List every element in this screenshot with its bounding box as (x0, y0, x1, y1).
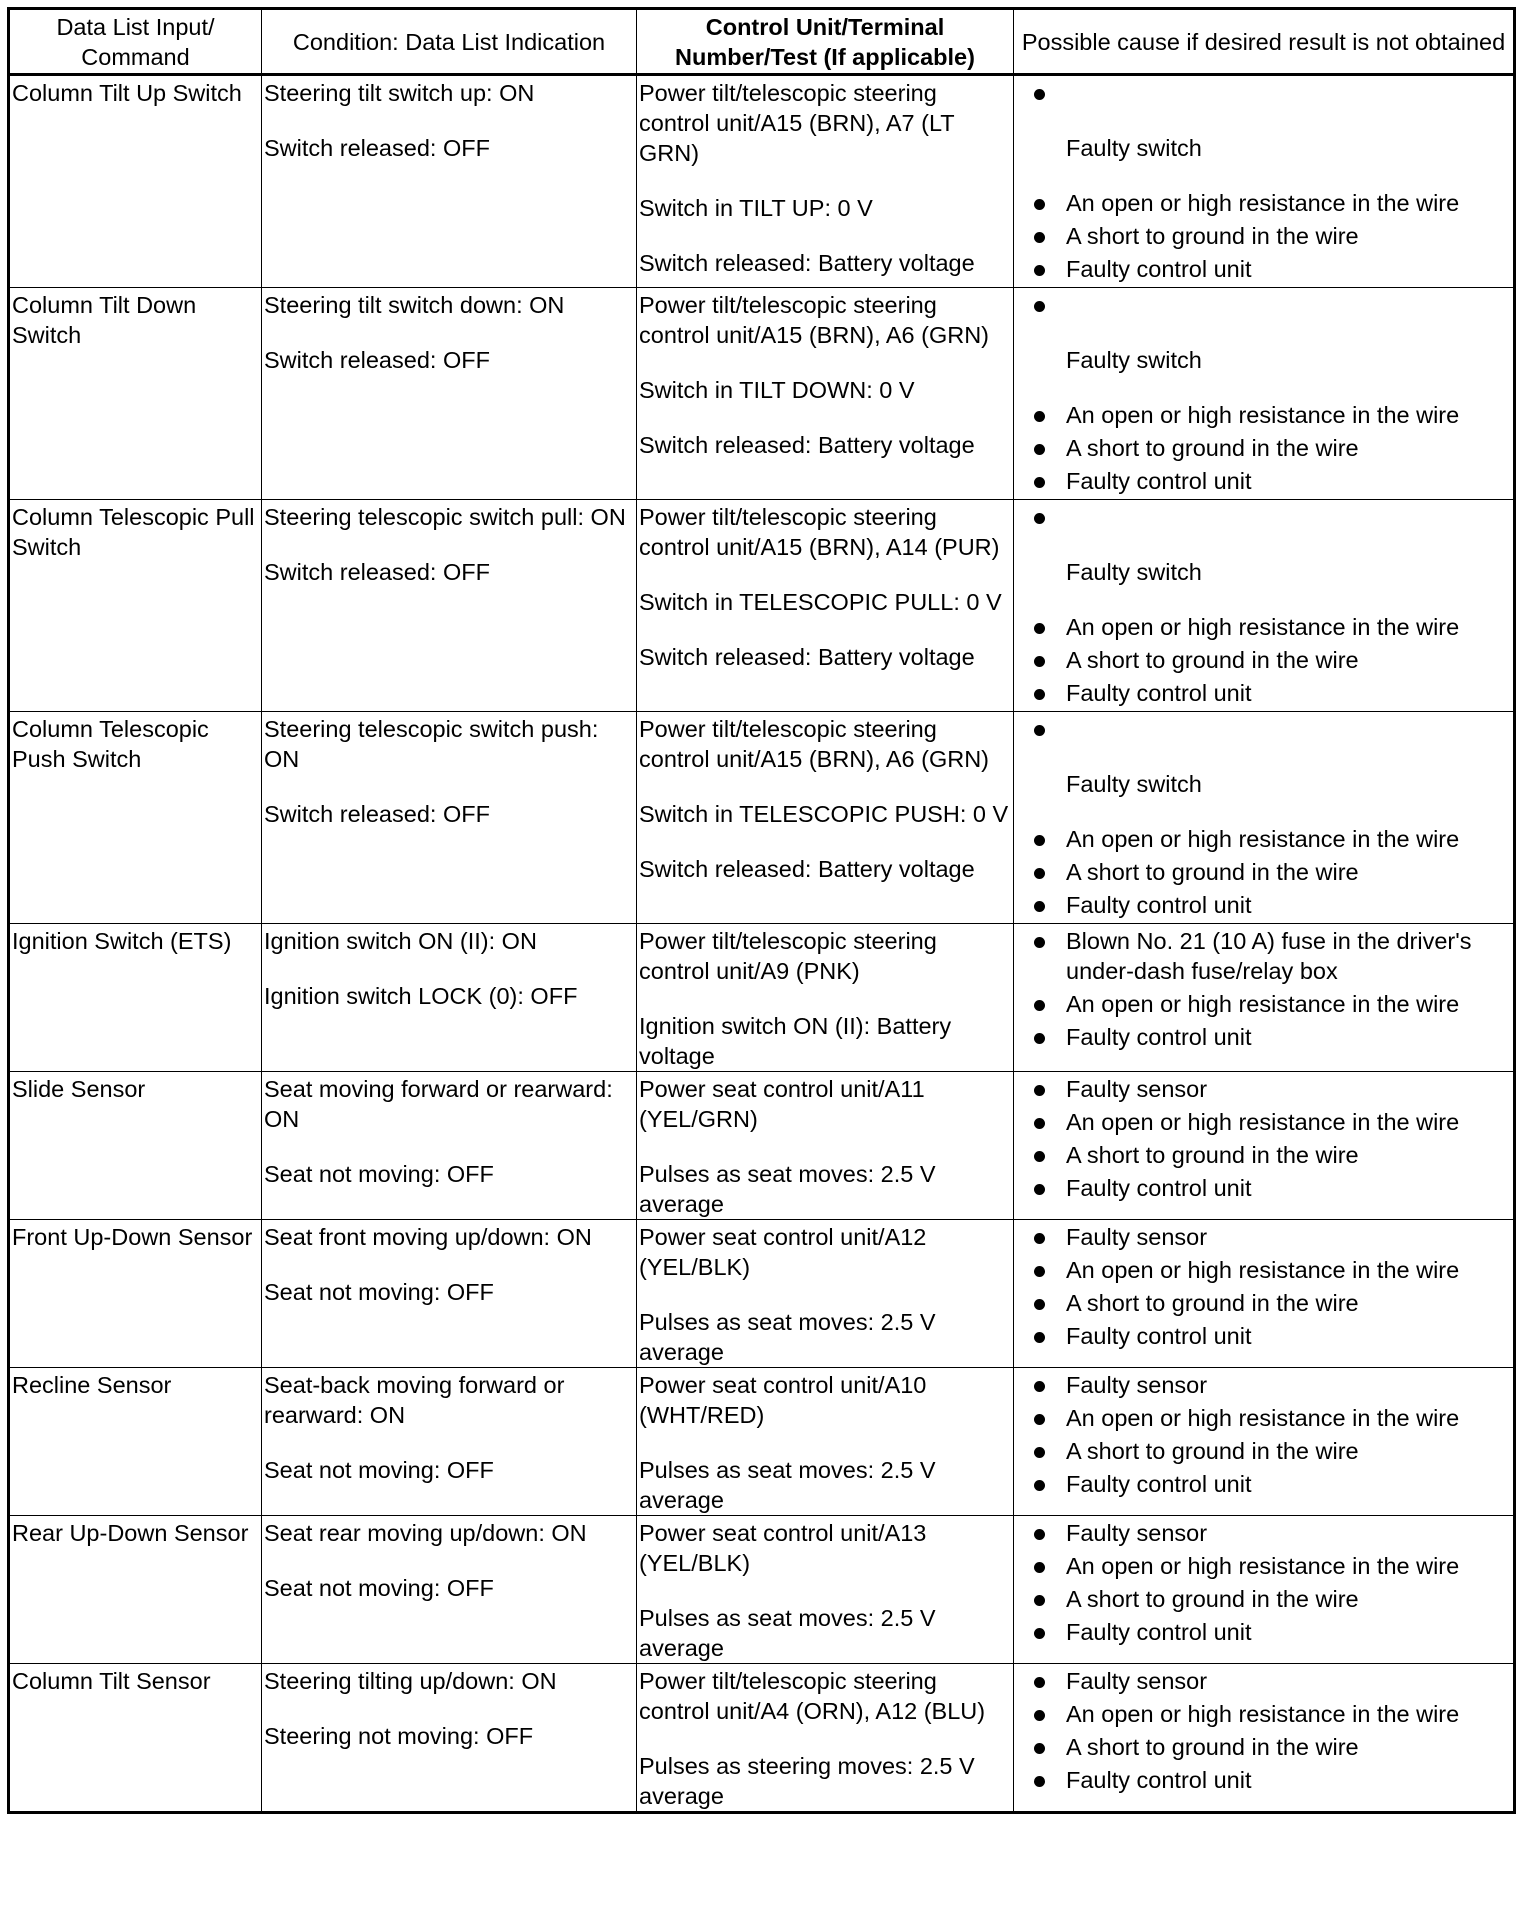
cell-possible-cause (1014, 288, 1515, 500)
condition-text: Switch released: OFF (264, 135, 490, 161)
condition-text: Steering not moving: OFF (264, 1723, 534, 1749)
header-input-command: Data List Input/ Command (9, 9, 262, 75)
cell-possible-cause (1014, 1368, 1515, 1516)
terminal-list (637, 500, 1013, 672)
header-control-unit-terminal: Control Unit/Terminal Number/Test (If applicable) (637, 9, 1014, 75)
cause-item: A short to ground in the wire (1014, 1140, 1511, 1170)
terminal-list (637, 288, 1013, 460)
terminal-text: Power seat control unit/A12 (YEL/BLK) (639, 1224, 927, 1280)
cause-item: Faulty control unit (1014, 1173, 1511, 1203)
cause-item: A short to ground in the wire (1014, 1584, 1511, 1614)
cause-list (1014, 500, 1513, 708)
terminal-list (637, 1664, 1013, 1811)
cause-item: Faulty control unit (1014, 890, 1511, 920)
condition-text: Seat not moving: OFF (264, 1279, 494, 1305)
header-row (9, 9, 1515, 75)
condition-list (262, 1220, 636, 1307)
terminal-text: Power tilt/telescopic steering control unit/A15 (BRN), A14 (PUR) (639, 504, 1000, 560)
terminal-text: Switch in TELESCOPIC PUSH: 0 V (639, 801, 1009, 827)
cell-condition (262, 500, 637, 712)
cell-terminal (637, 75, 1014, 288)
bullet-icon (1014, 290, 1511, 320)
condition-text: Seat moving forward or rearward: ON (264, 1076, 613, 1132)
header-possible-cause: Possible cause if desired result is not obtained (1014, 9, 1515, 75)
condition-list (262, 1516, 636, 1603)
cell-terminal (637, 712, 1014, 924)
cell-input-command (9, 75, 262, 288)
terminal-list (637, 712, 1013, 884)
table-row (9, 924, 1515, 1072)
cause-item: Faulty switch (1066, 771, 1202, 797)
cause-item: An open or high resistance in the wire (1014, 400, 1511, 430)
table-row (9, 500, 1515, 712)
terminal-list (637, 1516, 1013, 1663)
condition-list (262, 288, 636, 375)
bullet-icon (1014, 502, 1511, 532)
cell-possible-cause (1014, 1664, 1515, 1813)
condition-list (262, 924, 636, 1011)
cause-item: Faulty switch (1066, 347, 1202, 373)
terminal-text: Ignition switch ON (II): Battery voltage (639, 1013, 952, 1069)
cell-terminal (637, 500, 1014, 712)
terminal-text: Power seat control unit/A13 (YEL/BLK) (639, 1520, 927, 1576)
terminal-text: Switch in TELESCOPIC PULL: 0 V (639, 589, 1002, 615)
cell-condition (262, 1516, 637, 1664)
cell-input-command (9, 1072, 262, 1220)
cell-terminal (637, 1368, 1014, 1516)
row-name: Recline Sensor (12, 1372, 172, 1398)
condition-text: Switch released: OFF (264, 559, 490, 585)
cause-item: Faulty control unit (1014, 678, 1511, 708)
cause-item: A short to ground in the wire (1014, 645, 1511, 675)
condition-text: Seat not moving: OFF (264, 1457, 494, 1483)
table-row (9, 288, 1515, 500)
terminal-list (637, 1072, 1013, 1219)
table-row (9, 75, 1515, 288)
terminal-text: Power tilt/telescopic steering control unit/A15 (BRN), A6 (GRN) (639, 716, 989, 772)
cell-condition (262, 288, 637, 500)
terminal-text: Switch in TILT DOWN: 0 V (639, 377, 915, 403)
cell-terminal (637, 288, 1014, 500)
cause-item: Faulty control unit (1014, 254, 1511, 284)
cause-item: Faulty sensor (1014, 1518, 1511, 1548)
cause-item: A short to ground in the wire (1014, 433, 1511, 463)
condition-text: Seat front moving up/down: ON (264, 1224, 592, 1250)
cause-item: Faulty control unit (1014, 1617, 1511, 1647)
terminal-list (637, 76, 1013, 278)
terminal-text: Pulses as seat moves: 2.5 V average (639, 1161, 936, 1217)
condition-text: Ignition switch LOCK (0): OFF (264, 983, 578, 1009)
row-name: Ignition Switch (ETS) (12, 928, 232, 954)
cause-item: A short to ground in the wire (1014, 1436, 1511, 1466)
row-name: Slide Sensor (12, 1076, 146, 1102)
cell-condition (262, 75, 637, 288)
table-row (9, 1516, 1515, 1664)
cell-condition (262, 1368, 637, 1516)
cause-item: A short to ground in the wire (1014, 857, 1511, 887)
terminal-text: Power tilt/telescopic steering control unit/A9 (PNK) (639, 928, 937, 984)
condition-text: Seat-back moving forward or rearward: ON (264, 1372, 565, 1428)
row-name: Column Telescopic Pull Switch (12, 504, 255, 560)
cause-list (1014, 924, 1513, 1052)
cause-item: An open or high resistance in the wire (1014, 824, 1511, 854)
cause-list (1014, 1220, 1513, 1351)
condition-text: Steering telescopic switch pull: ON (264, 504, 626, 530)
row-name: Front Up-Down Sensor (12, 1224, 253, 1250)
bullet-icon (1014, 78, 1511, 108)
terminal-text: Power tilt/telescopic steering control unit/A15 (BRN), A6 (GRN) (639, 292, 989, 348)
cause-item: An open or high resistance in the wire (1014, 1699, 1511, 1729)
cell-terminal (637, 1072, 1014, 1220)
cell-input-command (9, 288, 262, 500)
table-row (9, 1072, 1515, 1220)
terminal-text: Power seat control unit/A11 (YEL/GRN) (639, 1076, 925, 1132)
cause-item: Faulty control unit (1014, 1469, 1511, 1499)
cause-item: Faulty sensor (1014, 1074, 1511, 1104)
terminal-text: Pulses as seat moves: 2.5 V average (639, 1309, 936, 1365)
cause-list (1014, 1368, 1513, 1499)
bullet-icon (1014, 714, 1511, 744)
cell-possible-cause (1014, 712, 1515, 924)
cell-input-command (9, 1220, 262, 1368)
cell-input-command (9, 1368, 262, 1516)
cause-item: Faulty control unit (1014, 1321, 1511, 1351)
cell-possible-cause (1014, 500, 1515, 712)
cell-possible-cause (1014, 924, 1515, 1072)
terminal-list (637, 1368, 1013, 1515)
terminal-text: Switch released: Battery voltage (639, 644, 975, 670)
condition-text: Seat rear moving up/down: ON (264, 1520, 587, 1546)
terminal-text: Pulses as seat moves: 2.5 V average (639, 1605, 936, 1661)
table-body (9, 75, 1515, 1813)
row-name: Column Telescopic Push Switch (12, 716, 209, 772)
cell-condition (262, 1664, 637, 1813)
cell-condition (262, 1072, 637, 1220)
cell-possible-cause (1014, 75, 1515, 288)
cause-item: Faulty control unit (1014, 1022, 1511, 1052)
terminal-text: Power seat control unit/A10 (WHT/RED) (639, 1372, 927, 1428)
cell-condition (262, 924, 637, 1072)
cause-item: An open or high resistance in the wire (1014, 612, 1511, 642)
cause-item: Faulty switch (1066, 135, 1202, 161)
condition-list (262, 1072, 636, 1189)
table-row (9, 1664, 1515, 1813)
cause-item: An open or high resistance in the wire (1014, 989, 1511, 1019)
cause-item: Faulty control unit (1014, 1765, 1511, 1795)
terminal-text: Switch in TILT UP: 0 V (639, 195, 873, 221)
cause-item: An open or high resistance in the wire (1014, 188, 1511, 218)
terminal-text: Switch released: Battery voltage (639, 856, 975, 882)
cause-list (1014, 1516, 1513, 1647)
row-name: Column Tilt Down Switch (12, 292, 197, 348)
diagnostic-table (7, 7, 1516, 1814)
condition-list (262, 76, 636, 163)
cause-item: Faulty sensor (1014, 1222, 1511, 1252)
cell-possible-cause (1014, 1516, 1515, 1664)
cause-list (1014, 76, 1513, 284)
cell-input-command (9, 1516, 262, 1664)
cause-item: Faulty control unit (1014, 466, 1511, 496)
cause-item: Blown No. 21 (10 A) fuse in the driver's under-dash fuse/relay box (1014, 926, 1511, 986)
cause-item: Faulty sensor (1014, 1666, 1511, 1696)
terminal-text: Power tilt/telescopic steering control unit/A15 (BRN), A7 (LT GRN) (639, 80, 955, 166)
terminal-text: Pulses as steering moves: 2.5 V average (639, 1753, 975, 1809)
terminal-text: Switch released: Battery voltage (639, 432, 975, 458)
cell-condition (262, 712, 637, 924)
cause-list (1014, 288, 1513, 496)
cell-input-command (9, 712, 262, 924)
cause-item: Faulty switch (1066, 559, 1202, 585)
table-row (9, 1368, 1515, 1516)
cell-terminal (637, 1664, 1014, 1813)
cause-list (1014, 1664, 1513, 1795)
condition-text: Steering tilt switch down: ON (264, 292, 565, 318)
condition-text: Steering tilting up/down: ON (264, 1668, 557, 1694)
row-name: Column Tilt Sensor (12, 1668, 211, 1694)
condition-text: Steering tilt switch up: ON (264, 80, 535, 106)
cell-possible-cause (1014, 1220, 1515, 1368)
cell-condition (262, 1220, 637, 1368)
condition-text: Seat not moving: OFF (264, 1161, 494, 1187)
cause-item: An open or high resistance in the wire (1014, 1403, 1511, 1433)
cause-item: An open or high resistance in the wire (1014, 1255, 1511, 1285)
condition-list (262, 1368, 636, 1485)
terminal-list (637, 924, 1013, 1071)
terminal-text: Power tilt/telescopic steering control unit/A4 (ORN), A12 (BLU) (639, 1668, 986, 1724)
table-header (9, 9, 1515, 75)
cause-list (1014, 712, 1513, 920)
header-condition: Condition: Data List Indication (262, 9, 637, 75)
condition-text: Ignition switch ON (II): ON (264, 928, 537, 954)
cause-item: A short to ground in the wire (1014, 1732, 1511, 1762)
terminal-text: Pulses as seat moves: 2.5 V average (639, 1457, 936, 1513)
cause-item: Faulty sensor (1014, 1370, 1511, 1400)
cell-input-command (9, 924, 262, 1072)
cause-item: An open or high resistance in the wire (1014, 1107, 1511, 1137)
row-name: Rear Up-Down Sensor (12, 1520, 249, 1546)
cause-item: A short to ground in the wire (1014, 1288, 1511, 1318)
cell-terminal (637, 1220, 1014, 1368)
cell-input-command (9, 1664, 262, 1813)
table-row (9, 1220, 1515, 1368)
condition-list (262, 712, 636, 829)
row-name: Column Tilt Up Switch (12, 80, 242, 106)
condition-text: Switch released: OFF (264, 347, 490, 373)
condition-text: Steering telescopic switch push: ON (264, 716, 599, 772)
condition-text: Seat not moving: OFF (264, 1575, 494, 1601)
cell-terminal (637, 1516, 1014, 1664)
cell-input-command (9, 500, 262, 712)
terminal-text: Switch released: Battery voltage (639, 250, 975, 276)
cell-possible-cause (1014, 1072, 1515, 1220)
cause-item: An open or high resistance in the wire (1014, 1551, 1511, 1581)
table-row (9, 712, 1515, 924)
condition-list (262, 1664, 636, 1751)
cell-terminal (637, 924, 1014, 1072)
cause-list (1014, 1072, 1513, 1203)
condition-list (262, 500, 636, 587)
condition-text: Switch released: OFF (264, 801, 490, 827)
terminal-list (637, 1220, 1013, 1367)
cause-item: A short to ground in the wire (1014, 221, 1511, 251)
